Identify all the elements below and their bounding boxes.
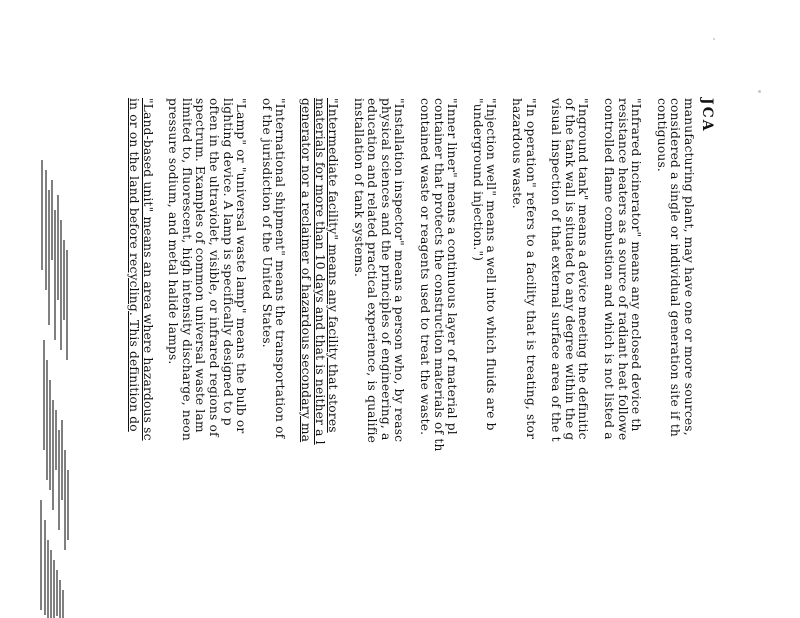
definition-line: limited to, fluorescent, high intensity discharge, neon [179, 98, 194, 441]
definition-line: visual inspection of that external surface area of the t [549, 98, 564, 442]
definition-line: often in the ultraviolet, visible, or infrared regions of [206, 98, 221, 437]
definition-line: "Installation inspector" means a person who, by reasc [392, 98, 407, 443]
scan-speck [758, 90, 761, 93]
definition-line: pressure sodium, and metal halide lamps. [166, 98, 181, 365]
definition-line: "Intermediate facility" means any facility that stores [326, 98, 341, 433]
definition-paragraph [549, 98, 590, 618]
definition-paragraph [654, 98, 695, 618]
binding-barcode-marks [36, 150, 76, 618]
definition-line: in or on the land before recycling. This definition do [127, 98, 141, 432]
definition-paragraph [601, 98, 642, 618]
definition-paragraph [166, 98, 248, 618]
definition-line: hazardous waste. [510, 98, 525, 209]
page-header: JCA [699, 98, 715, 133]
definition-line: manufacturing plant, may have one or more sources, [682, 98, 696, 436]
definition-paragraph [259, 98, 286, 618]
definition-line: "International shipment" means the transportation of [273, 98, 288, 439]
definition-line: spectrum. Examples of common universal waste lam [193, 98, 208, 433]
definition-line: generator nor a reclaimer of hazardous secondary ma [298, 98, 313, 443]
definition-line: contiguous. [654, 98, 669, 172]
definition-line: physical sciences and the principles of engineering, a [378, 98, 393, 441]
definition-paragraph [126, 98, 153, 618]
definition-paragraph [470, 98, 497, 618]
barcode-icon [36, 150, 76, 618]
definition-paragraph [418, 98, 459, 618]
definition-line: contained waste or reagents used to treat the waste. [418, 98, 433, 436]
definition-line: considered a single or individual generation site if th [668, 98, 683, 437]
definition-line: "Injection well" means a well into which fluids are b [484, 98, 499, 431]
definition-line: "Lamp" or "universal waste lamp" means the bulb or [234, 98, 249, 434]
definition-line: "underground injection.") [470, 98, 485, 262]
definition-line: resistance heaters as a source of radiant heat followe [615, 98, 630, 441]
definition-line: lighting device. A lamp is specifically designed to p [220, 98, 235, 426]
definition-line: materials for more than 10 days and that is neither a l [312, 98, 327, 445]
rotated-document-text [127, 98, 715, 618]
definition-paragraph [509, 98, 536, 618]
definition-paragraph [351, 98, 405, 618]
definition-line: controlled flame combustion and which is not listed a [602, 98, 617, 440]
definition-line: "In operation" refers to a facility that is treating, stor [523, 98, 538, 440]
definition-line: "Infrared incinerator" means any enclosed device th [629, 98, 644, 432]
definitions-list [126, 98, 695, 618]
definition-line: container that protects the construction materials of th [431, 98, 446, 452]
scan-speck [713, 38, 715, 40]
definition-line: "Land-based unit" means an area where hazardous sc [140, 98, 155, 441]
definition-line: of the tank wall is situated to any degree within the g [562, 98, 577, 441]
definition-line: of the jurisdiction of the United States. [259, 98, 274, 348]
definition-line: installation of tank systems. [351, 98, 366, 278]
definition-line: "Inner liner" means a continuous layer of material pl [445, 98, 460, 435]
definition-paragraph [298, 98, 339, 618]
definition-line: education and related practical experience, is qualifie [365, 98, 380, 444]
definition-line: "Inground tank" means a device meeting the definitic [576, 98, 591, 440]
